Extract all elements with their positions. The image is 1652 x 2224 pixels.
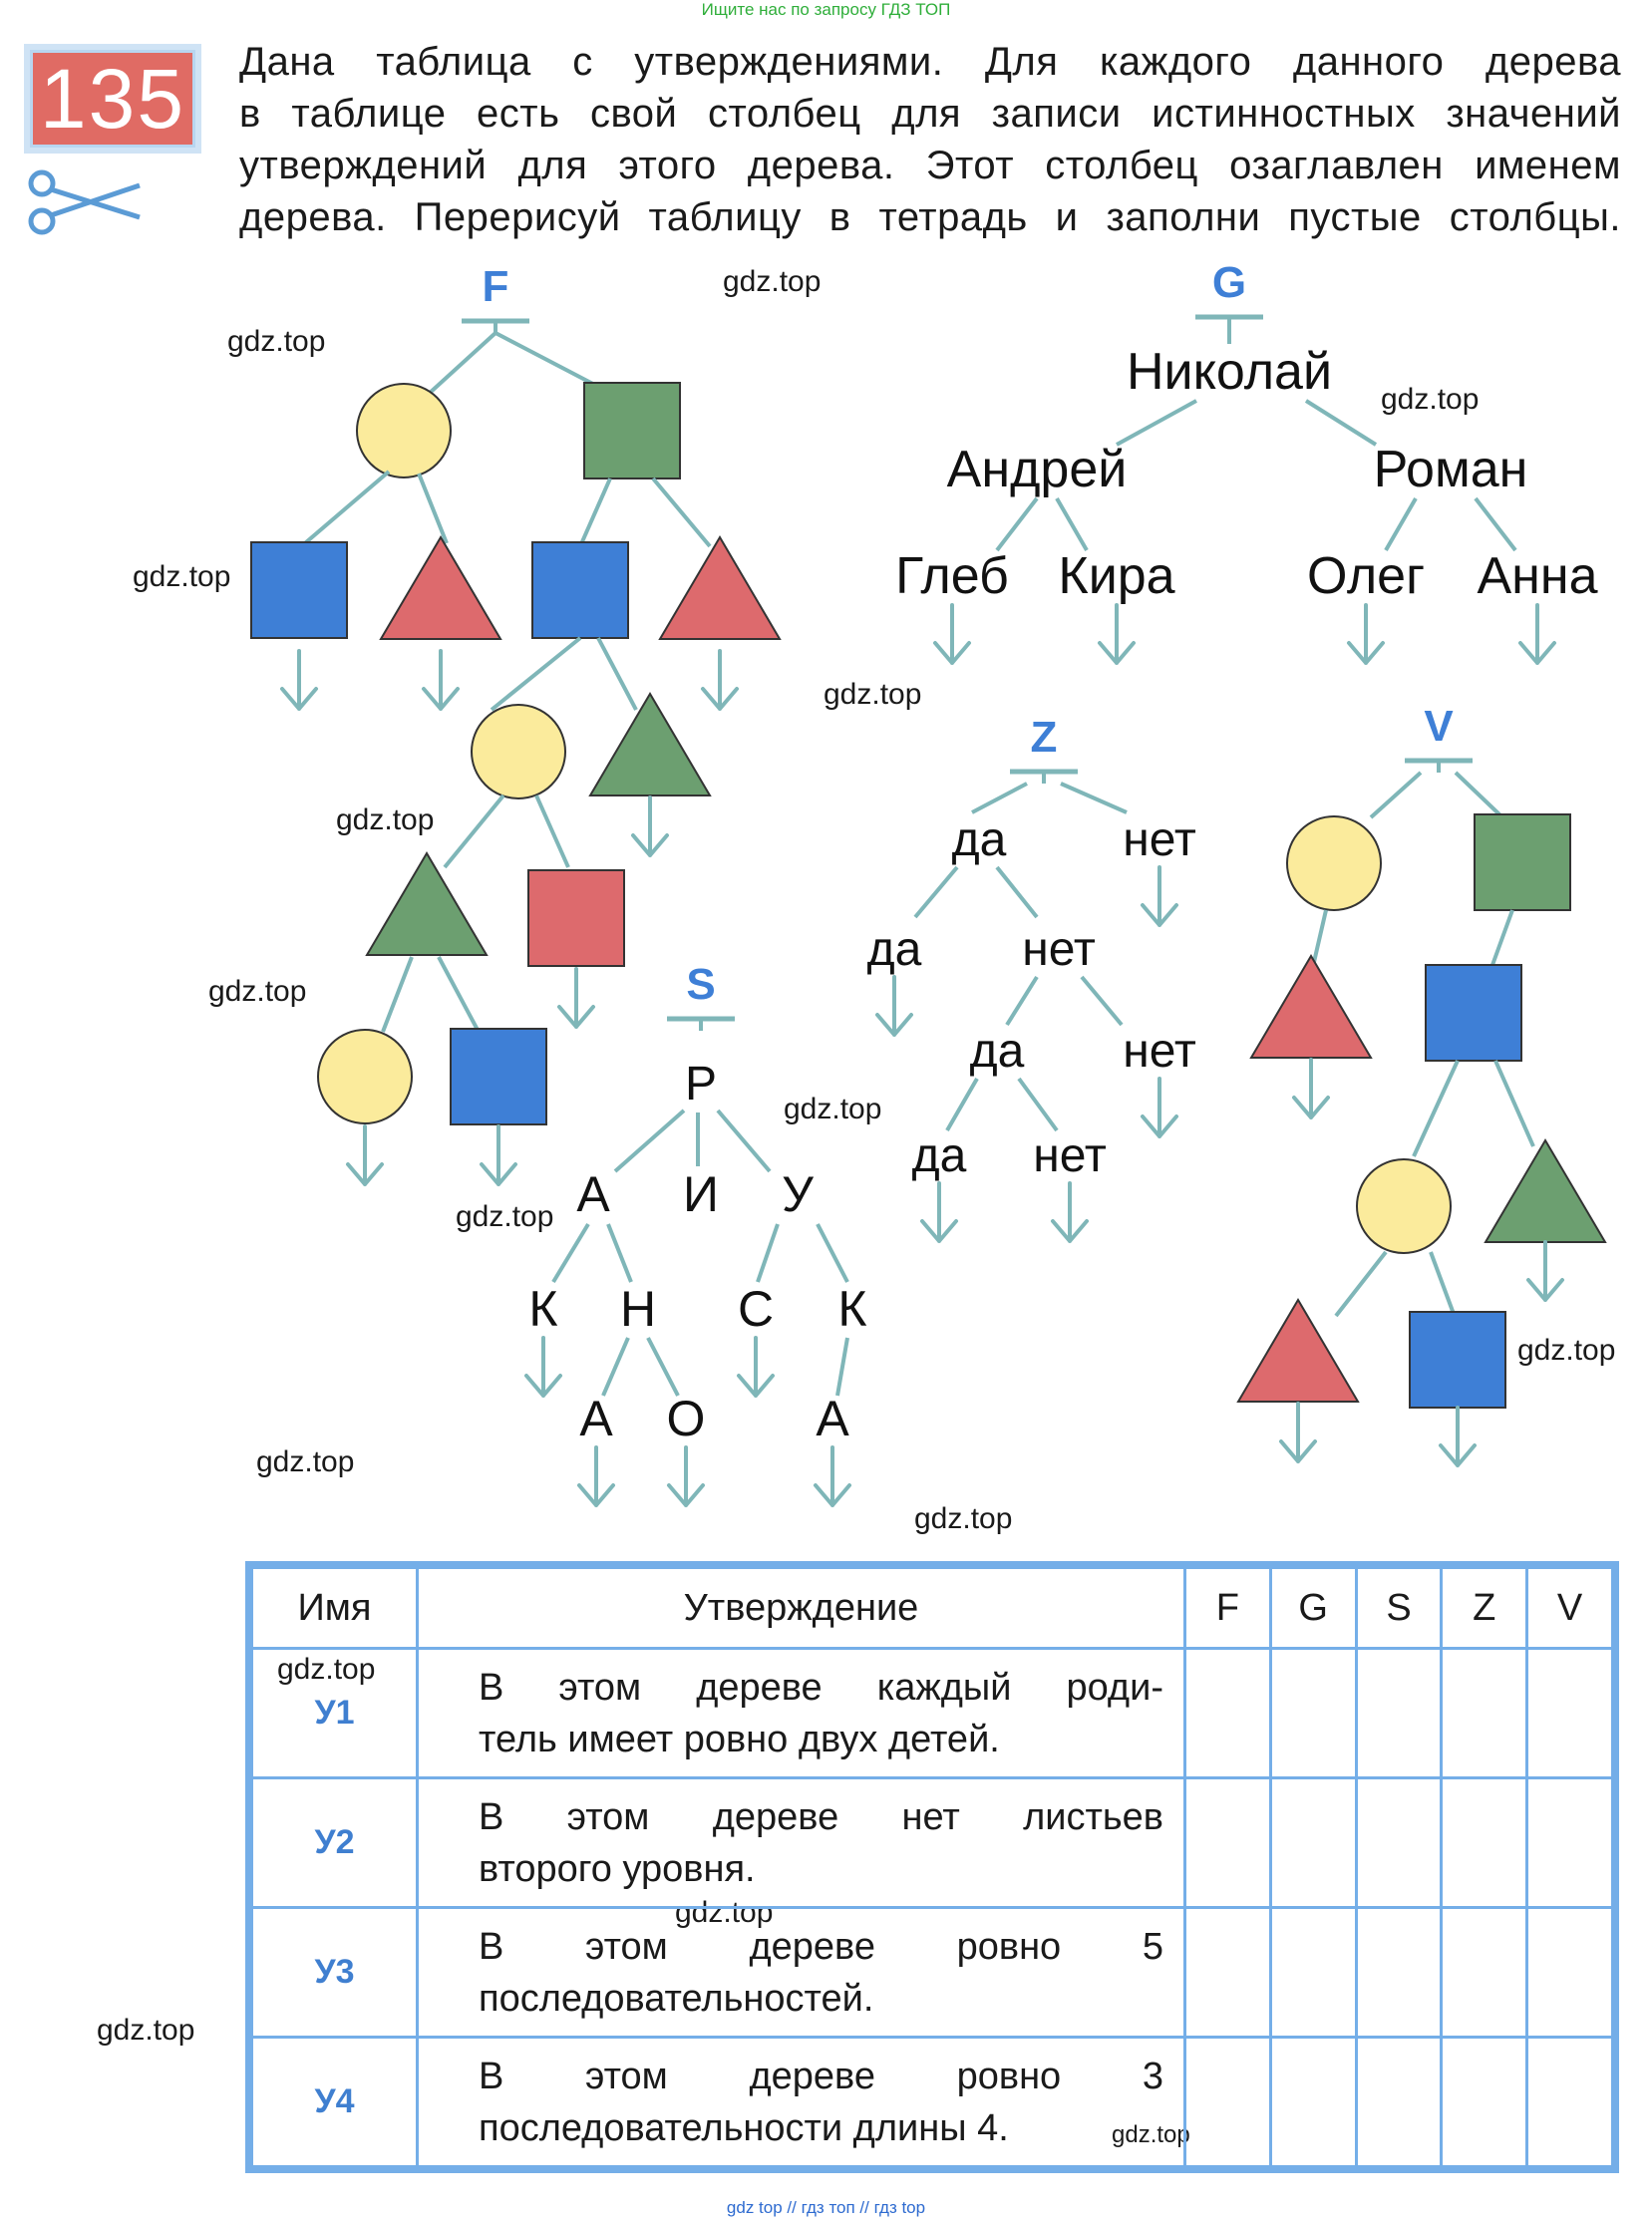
triangle-node	[1238, 1300, 1358, 1402]
arrow-down-icon	[1520, 605, 1554, 663]
node-label: С	[737, 1281, 775, 1337]
node-label: да	[866, 923, 922, 976]
header-tree-v: V	[1527, 1568, 1613, 1649]
answer-cell[interactable]	[1527, 1778, 1613, 1908]
tree-edge	[598, 638, 636, 710]
watermark: gdz.top	[277, 1653, 376, 1686]
tree-edge	[718, 1111, 770, 1171]
table-row	[252, 1908, 1613, 2038]
watermark: gdz.top	[824, 678, 922, 711]
header-note: Ищите нас по запросу ГДЗ ТОП	[701, 0, 951, 19]
tree-edge	[1314, 910, 1326, 962]
tree-edge	[1456, 773, 1500, 815]
statement-id: У2	[252, 1778, 418, 1908]
statement-line: второго уровня.	[479, 1847, 756, 1890]
answer-cell[interactable]	[1185, 1649, 1271, 1778]
tree-name: V	[1424, 702, 1454, 751]
node-label: Анна	[1477, 547, 1598, 605]
tree-edge	[1492, 910, 1512, 965]
tree-edge	[383, 957, 412, 1032]
answer-cell[interactable]	[1270, 2038, 1356, 2167]
statement-text	[418, 1908, 1185, 2038]
node-label: Кира	[1058, 547, 1175, 605]
arrow-down-icon	[1053, 1183, 1087, 1241]
tree-edge	[580, 478, 610, 546]
tree-edge	[429, 333, 496, 394]
node-label: У	[782, 1166, 814, 1222]
node-label: нет	[1033, 1129, 1107, 1182]
statement-line: последовательностей.	[479, 1977, 874, 2020]
footer-note: gdz top // гдз топ // гдз top	[726, 2198, 926, 2217]
tree-name: S	[686, 960, 716, 1009]
tree-edge	[972, 784, 1027, 812]
tree-edge	[615, 1111, 684, 1171]
header-tree-z: Z	[1442, 1568, 1527, 1649]
answer-cell[interactable]	[1356, 1778, 1442, 1908]
watermark: gdz.top	[675, 1896, 774, 1929]
statement-id: У1	[252, 1649, 418, 1778]
tree-edge	[1431, 1252, 1454, 1314]
tree-edge	[997, 867, 1037, 917]
watermark: gdz.top	[456, 1200, 554, 1233]
task-intro	[239, 36, 1621, 243]
statement-text	[418, 1649, 1185, 1778]
statement-text	[418, 2038, 1185, 2167]
scissors-icon	[28, 167, 148, 237]
arrow-down-icon	[1143, 1079, 1176, 1136]
watermark: gdz.top	[784, 1093, 882, 1125]
circle-node	[1357, 1159, 1451, 1253]
tree-edge	[1495, 1061, 1533, 1146]
arrow-down-icon	[1349, 605, 1383, 663]
tree-edge	[1371, 773, 1421, 817]
arrow-down-icon	[579, 1447, 613, 1505]
answer-cell[interactable]	[1527, 1649, 1613, 1778]
answer-cell[interactable]	[1356, 1649, 1442, 1778]
header-name: Имя	[252, 1568, 418, 1649]
answer-cell[interactable]	[1527, 1908, 1613, 2038]
square-node	[1410, 1312, 1505, 1408]
tree-edge	[1414, 1061, 1458, 1156]
watermark: gdz.top	[723, 265, 822, 298]
tree-name: F	[482, 262, 509, 311]
tree-edge	[1476, 498, 1515, 550]
arrow-down-icon	[282, 651, 316, 709]
node-label: Н	[619, 1281, 657, 1337]
tree-edge	[1336, 1252, 1386, 1316]
arrow-down-icon	[1441, 1408, 1475, 1465]
arrow-down-icon	[703, 651, 737, 709]
circle-node	[318, 1030, 412, 1123]
node-label: нет	[1123, 813, 1196, 866]
tree-edge	[653, 478, 710, 546]
tree-edge	[1057, 498, 1087, 550]
answer-cell[interactable]	[1442, 1778, 1527, 1908]
tree-edge	[997, 498, 1037, 550]
triangle-node	[1486, 1140, 1605, 1242]
watermark: gdz.top	[256, 1445, 355, 1478]
node-label: да	[969, 1025, 1025, 1078]
node-label: К	[528, 1281, 558, 1337]
watermark: gdz.top	[208, 975, 307, 1008]
node-label: К	[837, 1281, 867, 1337]
tree-edge	[536, 795, 568, 867]
arrow-down-icon	[877, 977, 911, 1035]
tree-name: Z	[1030, 713, 1058, 762]
node-label: Николай	[1126, 343, 1333, 401]
square-node	[1475, 814, 1570, 910]
tree-edge	[758, 1224, 778, 1282]
arrow-down-icon	[1281, 1404, 1315, 1461]
square-node	[528, 870, 624, 966]
square-node	[451, 1029, 546, 1124]
triangle-node	[660, 537, 780, 639]
tree-edge	[1061, 784, 1127, 812]
watermark: gdz.top	[97, 2014, 195, 2047]
tree-edge	[1007, 977, 1037, 1025]
watermark: gdz.top	[1381, 383, 1480, 416]
arrow-down-icon	[633, 797, 667, 855]
trees-diagram	[0, 249, 1652, 1545]
watermark: gdz.top	[336, 803, 435, 836]
triangle-node	[590, 694, 710, 795]
arrow-down-icon	[1528, 1242, 1562, 1300]
circle-node	[357, 384, 451, 477]
answer-cell[interactable]	[1527, 2038, 1613, 2167]
node-label: Роман	[1373, 441, 1528, 498]
node-label: А	[579, 1391, 613, 1446]
arrow-down-icon	[935, 605, 969, 663]
node-label: Глеб	[895, 547, 1009, 605]
answer-cell[interactable]	[1270, 1778, 1356, 1908]
tree-name: G	[1211, 258, 1247, 307]
tree-edge	[648, 1338, 678, 1396]
arrow-down-icon	[424, 651, 458, 709]
answer-cell[interactable]	[1356, 1908, 1442, 2038]
statement-line: В этом дереве ровно 3	[479, 2055, 1163, 2097]
header-tree-f: F	[1185, 1568, 1271, 1649]
node-label: Олег	[1306, 547, 1426, 605]
table-row	[252, 2038, 1613, 2167]
arrow-down-icon	[1100, 605, 1134, 663]
answer-cell[interactable]	[1270, 1649, 1356, 1778]
arrow-down-icon	[482, 1126, 515, 1184]
watermark: gdz.top	[133, 560, 231, 593]
arrow-down-icon	[348, 1126, 382, 1184]
node-label: А	[816, 1391, 849, 1446]
statement-line: В этом дереве каждый роди-	[479, 1666, 1163, 1709]
square-node	[251, 542, 347, 638]
arrow-down-icon	[559, 969, 593, 1027]
triangle-node	[367, 853, 487, 955]
node-label: да	[911, 1129, 967, 1182]
node-label: нет	[1022, 923, 1096, 976]
tree-edge	[947, 1079, 977, 1130]
statement-line: последовательности длины 4.	[479, 2106, 1009, 2149]
node-label: да	[951, 813, 1007, 866]
watermark: gdz.top	[1112, 2121, 1190, 2148]
watermark: gdz.top	[1517, 1334, 1616, 1367]
tree-edge	[445, 795, 503, 867]
tree-edge	[1082, 977, 1122, 1025]
tree-edge	[553, 1224, 588, 1282]
arrow-down-icon	[922, 1183, 956, 1241]
circle-node	[472, 705, 565, 798]
answer-cell[interactable]	[1185, 1778, 1271, 1908]
statement-text	[418, 1778, 1185, 1908]
arrow-down-icon	[669, 1447, 703, 1505]
node-label: А	[576, 1166, 610, 1222]
tree-edge	[419, 474, 447, 543]
tree-edge	[1306, 401, 1376, 445]
statement-line: В этом дереве нет листьев	[479, 1795, 1163, 1838]
answer-cell[interactable]	[1270, 1908, 1356, 2038]
answer-cell[interactable]	[1442, 1908, 1527, 2038]
header-tree-s: S	[1356, 1568, 1442, 1649]
watermark: gdz.top	[914, 1502, 1013, 1535]
intro-line: Дана таблица с утверждениями. Для каждого данного дерева	[239, 40, 1621, 84]
tree-edge	[603, 1338, 628, 1396]
node-label: Андрей	[946, 441, 1128, 498]
header-statement: Утверждение	[418, 1568, 1185, 1649]
statement-id: У4	[252, 2038, 418, 2167]
tree-edge	[837, 1338, 847, 1396]
answer-cell[interactable]	[1185, 1908, 1271, 2038]
node-label: И	[683, 1166, 719, 1222]
statements-table	[245, 1561, 1619, 2173]
tree-edge	[299, 472, 389, 548]
statement-line: В этом дереве ровно 5	[479, 1925, 1163, 1968]
node-label: О	[666, 1391, 706, 1446]
statement-id: У3	[252, 1908, 418, 2038]
arrow-down-icon	[1294, 1060, 1328, 1117]
watermark: gdz.top	[227, 325, 326, 358]
tree-edge	[818, 1224, 847, 1282]
tree-edge	[1019, 1079, 1057, 1130]
answer-cell[interactable]	[1442, 1649, 1527, 1778]
triangle-node	[1251, 956, 1371, 1058]
circle-node	[1287, 816, 1381, 910]
square-node	[532, 542, 628, 638]
arrow-down-icon	[526, 1338, 560, 1396]
intro-line: дерева. Перерисуй таблицу в тетрадь и заполни пустые столбцы.	[239, 195, 1621, 239]
square-node	[1426, 965, 1521, 1061]
tree-edge	[492, 638, 580, 710]
answer-cell[interactable]	[1185, 2038, 1271, 2167]
tree-edge	[439, 957, 479, 1032]
triangle-node	[381, 537, 500, 639]
answer-cell[interactable]	[1442, 2038, 1527, 2167]
task-number-badge: 135	[30, 50, 195, 148]
arrow-down-icon	[816, 1447, 849, 1505]
answer-cell[interactable]	[1356, 2038, 1442, 2167]
header-tree-g: G	[1270, 1568, 1356, 1649]
statement-line: тель имеет ровно двух детей.	[479, 1718, 1000, 1760]
tree-edge	[915, 867, 957, 917]
arrow-down-icon	[1143, 867, 1176, 925]
node-label: нет	[1123, 1025, 1196, 1078]
tree-edge	[1386, 498, 1416, 550]
intro-line: утверждений для этого дерева. Этот столбец озаглавлен именем	[239, 144, 1621, 187]
tree-edge	[608, 1224, 631, 1282]
table-row	[252, 1649, 1613, 1778]
tree-edge	[1117, 401, 1196, 445]
intro-line: в таблице есть свой столбец для записи истинностных значений	[239, 92, 1621, 136]
table-row	[252, 1778, 1613, 1908]
square-node	[584, 383, 680, 478]
arrow-down-icon	[739, 1338, 773, 1396]
node-label: Р	[684, 1058, 718, 1111]
